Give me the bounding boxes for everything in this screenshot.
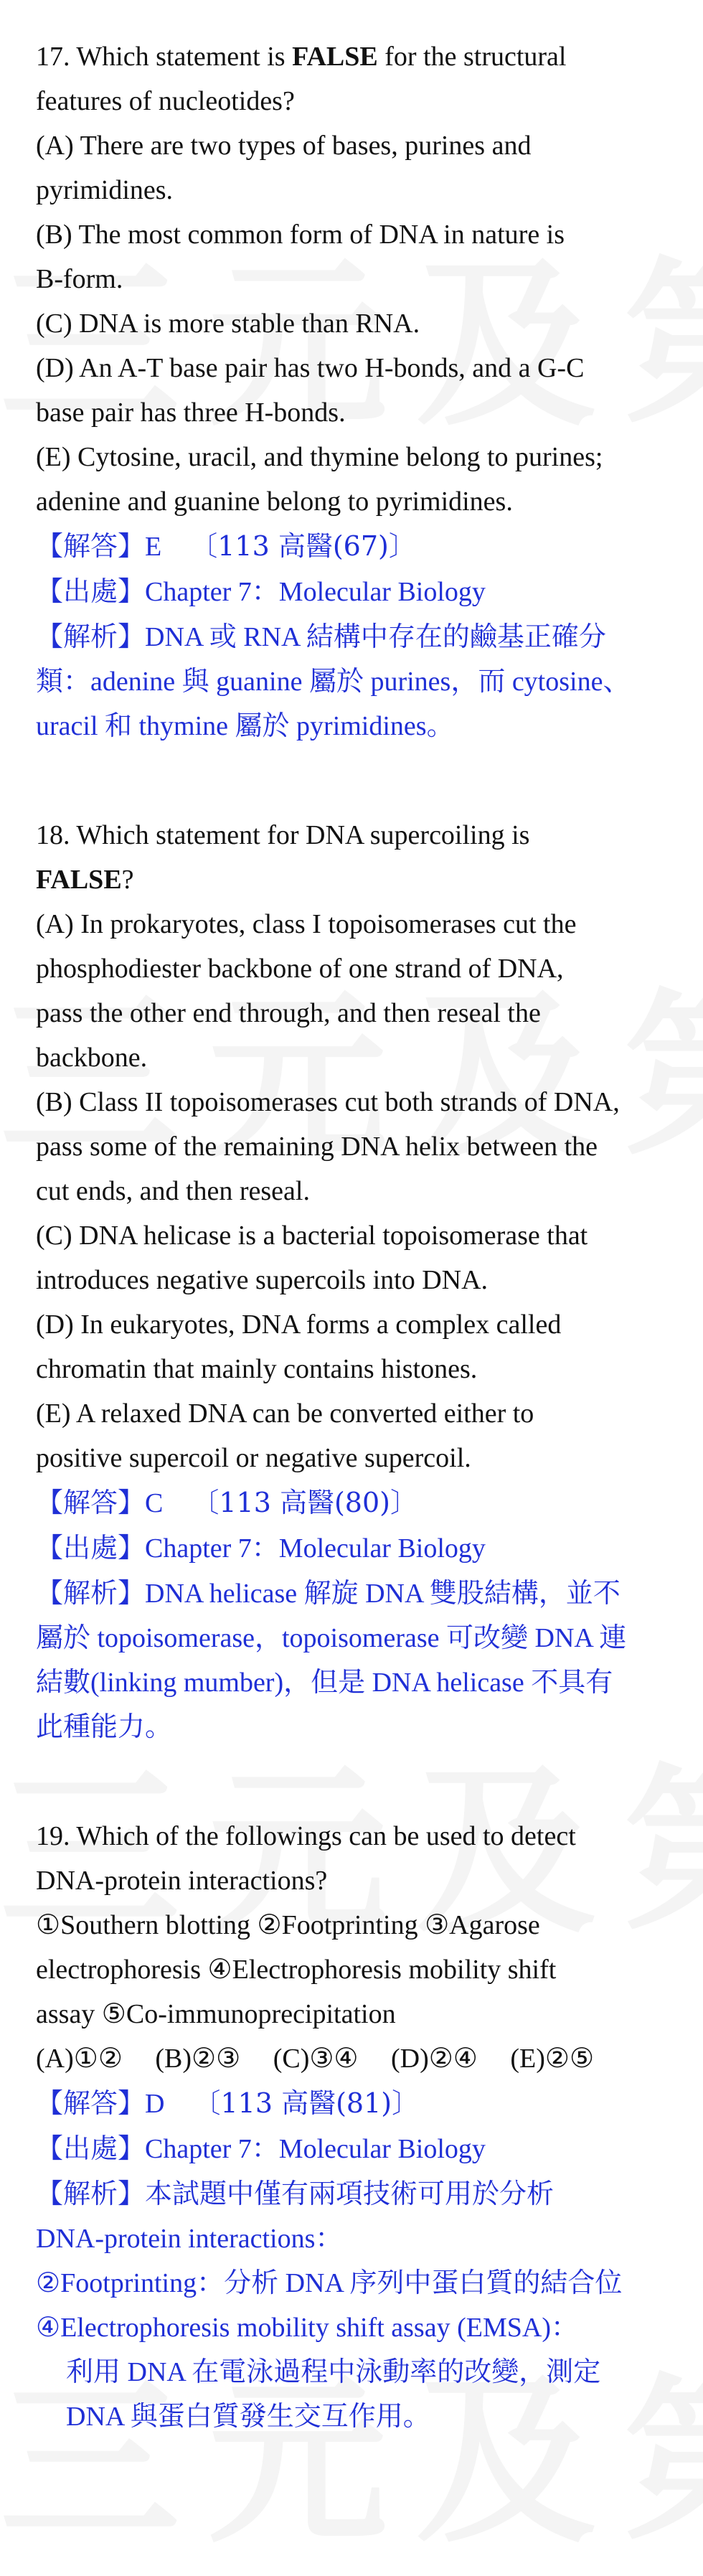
answer-line <box>36 1480 681 1526</box>
explanation-line: ②Footprinting：分析 DNA 序列中蛋白質的結合位 <box>36 2268 623 2298</box>
choices-line <box>36 2036 681 2081</box>
choice-c: (C)③④ <box>273 2044 359 2074</box>
option-line: positive supercoil or negative supercoil. <box>36 1443 471 1473</box>
option-line: (E) A relaxed DNA can be converted either to <box>36 1399 534 1429</box>
exam-reference: 〔113 高醫(67)〕 <box>190 530 416 562</box>
stem-emphasis: FALSE <box>36 865 122 895</box>
stem-emphasis: FALSE <box>292 42 378 72</box>
question-19 <box>36 1814 681 2439</box>
option-line: B-form. <box>36 264 123 294</box>
choice-e: (E)②⑤ <box>510 2044 595 2074</box>
question-stem: 18. Which statement for DNA supercoiling is <box>36 820 530 850</box>
source-line <box>36 569 681 614</box>
explanation-label: 【解析】 <box>36 1577 146 1609</box>
question-18 <box>36 813 681 1749</box>
explanation-line <box>36 2171 681 2217</box>
option-line: (A) There are two types of bases, purines and <box>36 131 532 161</box>
exam-reference: 〔113 高醫(81)〕 <box>193 2087 420 2119</box>
answer-value: D <box>145 2089 165 2119</box>
exam-reference: 〔113 高醫(80)〕 <box>192 1487 417 1518</box>
explanation-line: uracil 和 thymine 屬於 pyrimidines。 <box>36 711 454 741</box>
answer-line <box>36 524 681 569</box>
option-line: (A) In prokaryotes, class I topoisomerases cut the <box>36 909 577 939</box>
source-line <box>36 2126 681 2171</box>
choice-a: (A)①② <box>36 2044 123 2074</box>
source-label: 【出處】 <box>36 1532 146 1564</box>
question-stem <box>36 857 681 902</box>
answer-line <box>36 2081 681 2126</box>
option-line: (D) In eukaryotes, DNA forms a complex called <box>36 1310 562 1340</box>
explanation-text: 本試題中僅有兩項技術可用於分析 <box>145 2179 555 2209</box>
option-line: pass some of the remaining DNA helix between the <box>36 1132 598 1162</box>
question-17 <box>36 34 681 748</box>
source-label: 【出處】 <box>36 2133 146 2164</box>
question-stem: 19. Which of the followings can be used to detect <box>36 1821 576 1851</box>
option-line: adenine and guanine belong to pyrimidines. <box>36 486 513 517</box>
option-line: base pair has three H-bonds. <box>36 398 346 428</box>
choice-b: (B)②③ <box>155 2044 241 2074</box>
explanation-line: 此種能力。 <box>36 1712 173 1742</box>
answer-value: C <box>145 1488 164 1518</box>
answer-value: E <box>145 532 162 562</box>
question-stem <box>36 34 681 79</box>
stem-text: ? <box>121 865 134 895</box>
explanation-line: DNA-protein interactions： <box>36 2224 343 2254</box>
option-line: phosphodiester backbone of one strand of DNA, <box>36 954 564 984</box>
question-stem: ①Southern blotting ②Footprinting ③Agarose <box>36 1910 540 1940</box>
explanation-text: DNA 或 RNA 結構中存在的鹼基正確分 <box>145 622 606 652</box>
source-label: 【出處】 <box>36 575 146 607</box>
option-line: pass the other end through, and then reseal the <box>36 998 541 1028</box>
stem-text: for the structural <box>377 42 567 72</box>
option-line: (C) DNA is more stable than RNA. <box>36 309 420 339</box>
option-line: (D) An A-T base pair has two H-bonds, and a G-C <box>36 353 585 383</box>
option-line: pyrimidines. <box>36 175 174 205</box>
answer-label: 【解答】 <box>36 1487 146 1518</box>
explanation-line: ④Electrophoresis mobility shift assay (EMSA)： <box>36 2313 578 2343</box>
option-line: backbone. <box>36 1043 148 1073</box>
option-line: (B) Class II topoisomerases cut both strands of DNA, <box>36 1087 620 1117</box>
answer-label: 【解答】 <box>36 2087 146 2119</box>
choice-d: (D)②④ <box>390 2044 478 2074</box>
stem-text: 17. Which statement is <box>36 42 293 72</box>
explanation-line: 類：adenine 與 guanine 屬於 purines，而 cytosine、 <box>36 667 631 697</box>
source-value: Chapter 7：Molecular Biology <box>145 2134 486 2164</box>
option-line: chromatin that mainly contains histones. <box>36 1354 478 1384</box>
explanation-line: 利用 DNA 在電泳過程中泳動率的改變，測定 <box>66 2357 601 2387</box>
answer-label: 【解答】 <box>36 530 146 562</box>
explanation-line <box>36 1571 681 1616</box>
explanation-line: 結數(linking mumber)，但是 DNA helicase 不具有 <box>36 1668 613 1698</box>
question-stem: electrophoresis ④Electrophoresis mobility shift <box>36 1955 557 1985</box>
explanation-line: DNA 與蛋白質發生交互作用。 <box>66 2402 430 2432</box>
question-stem: assay ⑤Co-immunoprecipitation <box>36 1999 396 2029</box>
explanation-text: DNA helicase 解旋 DNA 雙股結構，並不 <box>145 1579 621 1609</box>
option-line: (C) DNA helicase is a bacterial topoisomerase that <box>36 1221 588 1251</box>
document-body <box>36 34 681 2504</box>
option-line: (B) The most common form of DNA in nature is <box>36 220 565 250</box>
source-value: Chapter 7：Molecular Biology <box>145 577 486 607</box>
explanation-line: 屬於 topoisomerase，topoisomerase 可改變 DNA 連 <box>36 1623 627 1653</box>
explanation-line <box>36 614 681 659</box>
explanation-label: 【解析】 <box>36 2178 146 2209</box>
explanation-label: 【解析】 <box>36 621 146 652</box>
option-line: cut ends, and then reseal. <box>36 1176 310 1206</box>
option-line: (E) Cytosine, uracil, and thymine belong to purines; <box>36 442 603 472</box>
question-stem: features of nucleotides? <box>36 86 295 116</box>
source-line <box>36 1526 681 1571</box>
source-value: Chapter 7：Molecular Biology <box>145 1533 486 1564</box>
option-line: introduces negative supercoils into DNA. <box>36 1265 489 1295</box>
question-stem: DNA-protein interactions? <box>36 1866 328 1896</box>
